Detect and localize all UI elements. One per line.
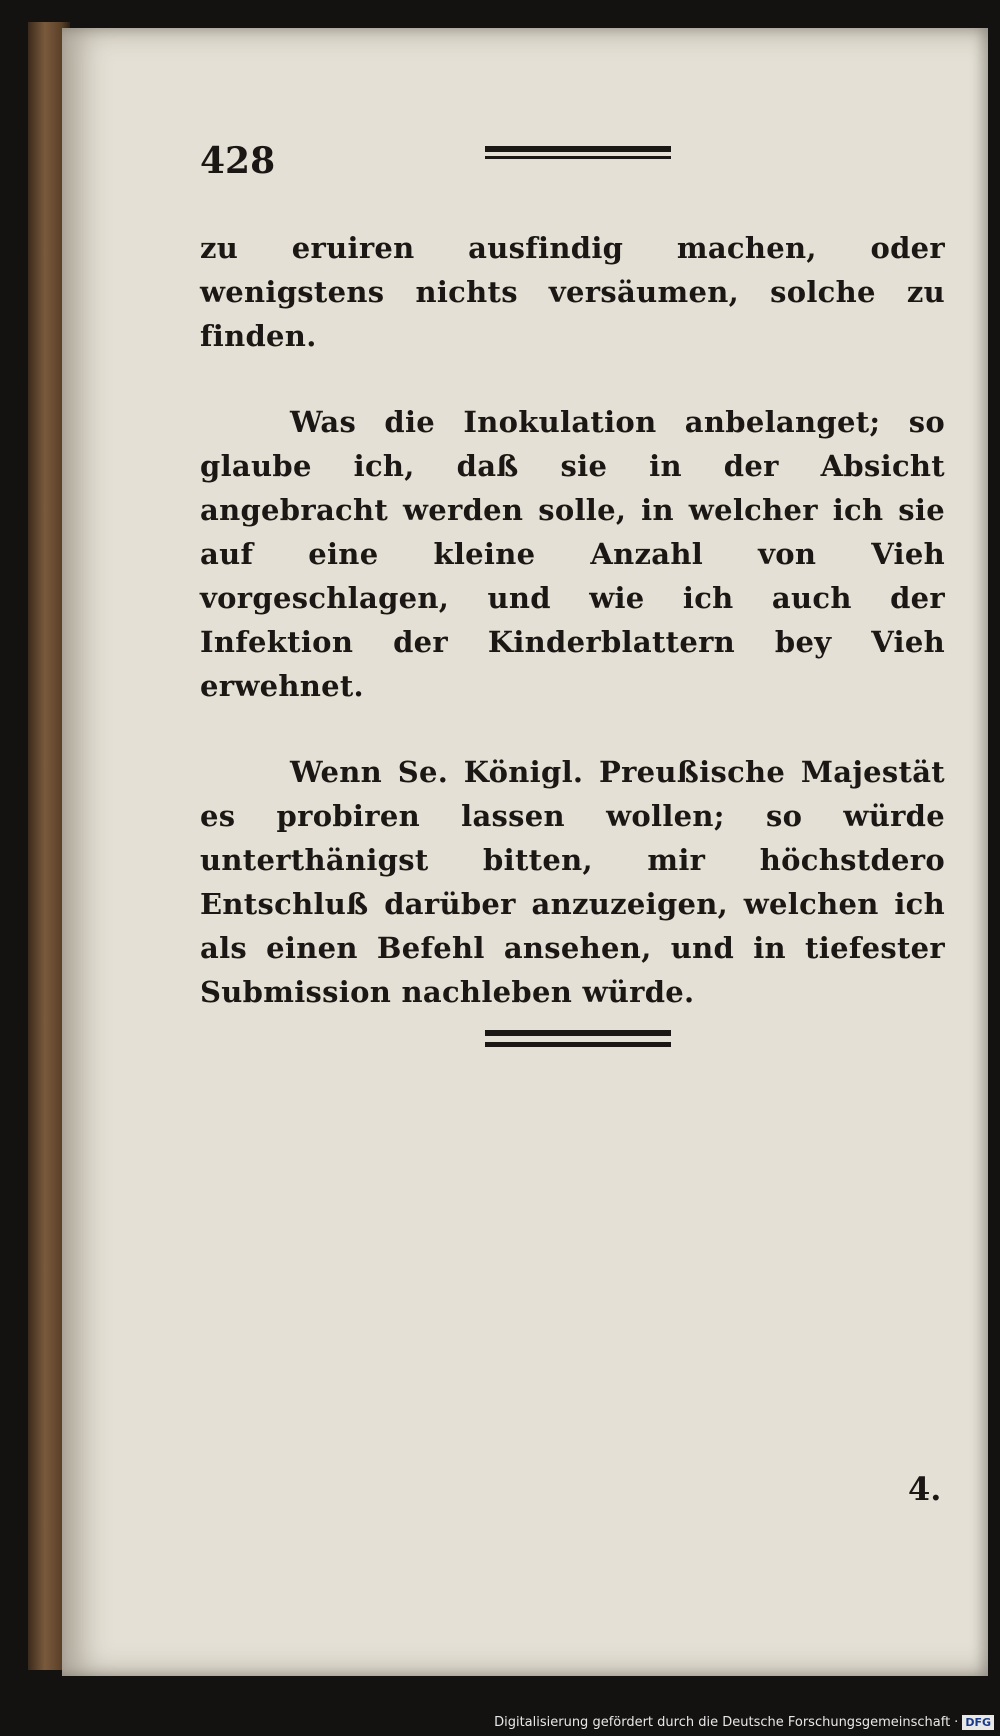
paragraph-1: zu eruiren ausfindig machen, oder wenigstens nichts versäumen, solche zu finden. xyxy=(200,231,945,353)
page-number: 428 xyxy=(200,140,276,182)
catchword: 4. xyxy=(908,1470,942,1508)
section-end-rule xyxy=(485,1030,671,1036)
header-rule-thin xyxy=(485,156,671,159)
page-body xyxy=(200,226,945,1056)
paragraph-3: Wenn Se. Königl. Preußische Majestät es probiren lassen wollen; so würde unterthänigst bitten, mir höchstdero Entschluß darüber anzuzeigen, welchen ich als einen Befehl ansehen, und in tiefester Submission nachleben würde. xyxy=(200,755,945,1009)
section-end-rule-second xyxy=(485,1042,671,1047)
digitization-footer: Digitalisierung gefördert durch die Deutsche Forschungsgemeinschaft · DFG xyxy=(494,1715,994,1730)
header-rule xyxy=(485,146,671,152)
paragraph-2: Was die Inokulation anbelanget; so glaube ich, daß sie in der Absicht angebracht werden solle, in welcher ich sie auf eine kleine Anzahl von Vieh vorgeschlagen, und wie ich auch der Infektion der Kinderblattern bey Vieh erwehnet. xyxy=(200,405,945,703)
dfg-logo-icon: DFG xyxy=(962,1715,994,1730)
footer-credit: Digitalisierung gefördert durch die Deutsche Forschungsgemeinschaft xyxy=(494,1715,951,1730)
